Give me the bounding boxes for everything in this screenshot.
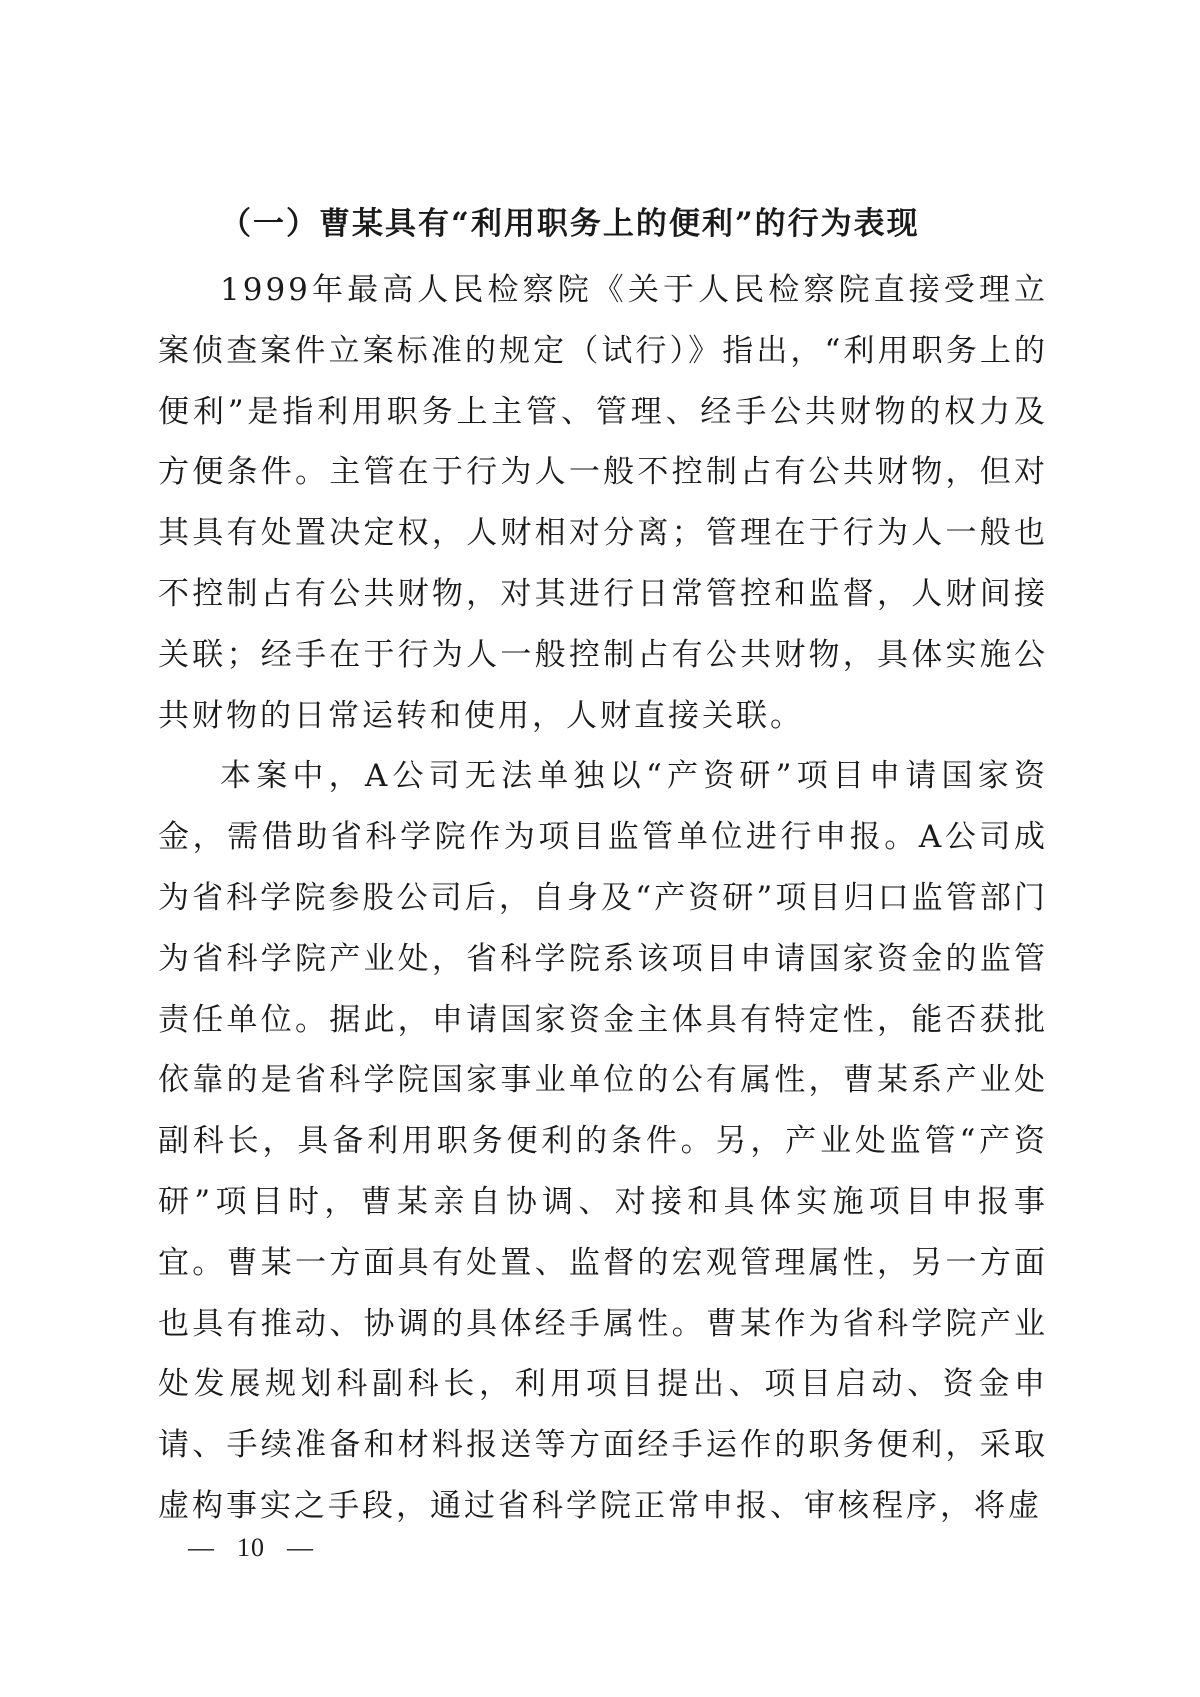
page-body <box>158 196 1048 1537</box>
paragraph-case-analysis: 本案中，A公司无法单独以“产资研”项目申请国家资金，需借助省科学院作为项目监管单位进行申报。A公司成为省科学院参股公司后，自身及“产资研”项目归口监管部门为省科学院产业处，省科学院系该项目申请国家资金的监管责任单位。据此，申请国家资金主体具有特定性，能否获批依靠的是省科学院国家事业单位的公有属性，曹某系产业处副科长，具备利用职务便利的条件。另，产业处监管“产资研”项目时，曹某亲自协调、对接和具体实施项目申报事宜。曹某一方面具有处置、监督的宏观管理属性，另一方面也具有推动、协调的具体经手属性。曹某作为省科学院产业处发展规划科副科长，利用项目提出、项目启动、资金申请、手续准备和材料报送等方面经手运作的职务便利，采取虚构事实之手段，通过省科学院正常申报、审核程序，将虚 <box>158 758 1048 1524</box>
footer-dash-left: — <box>188 1533 215 1562</box>
page-number: 10 <box>237 1533 265 1562</box>
page-footer <box>188 1528 314 1568</box>
footer-dash-right: — <box>287 1533 314 1562</box>
paragraph-legal-definition: 1999年最高人民检察院《关于人民检察院直接受理立案侦查案件立案标准的规定（试行）》指出，“利用职务上的便利”是指利用职务上主管、管理、经手公共财物的权力及方便条件。主管在于行为人一般不控制占有公共财物，但对其具有处置决定权，人财相对分离；管理在于行为人一般也不控制占有公共财物，对其进行日常管控和监督，人财间接关联；经手在于行为人一般控制占有公共财物，具体实施公共财物的日常运转和使用，人财直接关联。 <box>158 272 1048 734</box>
section-heading: （一）曹某具有“利用职务上的便利”的行为表现 <box>220 206 920 242</box>
